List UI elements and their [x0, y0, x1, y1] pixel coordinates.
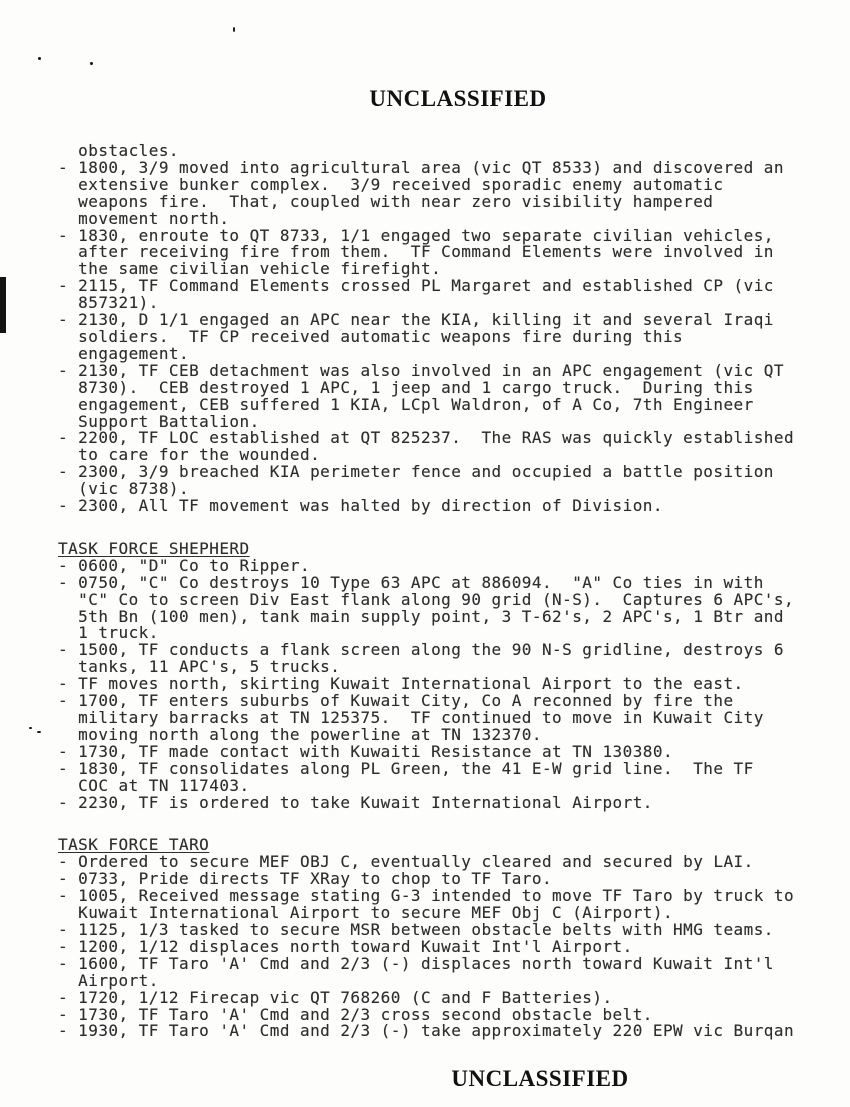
document-line: - 2115, TF Command Elements crossed PL Margaret and established CP (vic: [58, 276, 774, 296]
scan-artifact-speck: [38, 57, 41, 60]
document-line: engagement.: [58, 343, 190, 363]
document-line: - 2130, D 1/1 engaged an APC near the KIA, killing it and several Iraqi: [58, 310, 774, 330]
document-line: after receiving fire from them. TF Command Elements were involved in: [58, 242, 774, 262]
document-line: moving north along the powerline at TN 132370.: [58, 724, 542, 744]
document-line: "C" Co to screen Div East flank along 90 grid (N-S). Captures 6 APC's,: [58, 589, 795, 609]
document-body: [58, 143, 794, 1040]
document-line: - 2200, TF LOC established at QT 825237. The RAS was quickly established: [58, 428, 795, 448]
document-line: - 1720, 1/12 Firecap vic QT 768260 (C and F Batteries).: [58, 987, 613, 1007]
document-line: weapons fire. That, coupled with near zero visibility hampered: [58, 191, 714, 211]
document-line: 1 truck.: [58, 623, 159, 643]
document-line: engagement, CEB suffered 1 KIA, LCpl Waldron, of A Co, 7th Engineer: [58, 394, 754, 414]
scan-artifact-speck: [29, 727, 32, 729]
document-line: - 1930, TF Taro 'A' Cmd and 2/3 (-) take approximately 220 EPW vic Burqan: [58, 1021, 795, 1041]
scan-artifact-speck: [233, 27, 235, 32]
document-line: - 1700, TF enters suburbs of Kuwait City, Co A reconned by fire the: [58, 691, 734, 711]
document-line: - 1500, TF conducts a flank screen along the 90 N-S gridline, destroys 6: [58, 640, 784, 660]
document-line: - 2300, 3/9 breached KIA perimeter fence and occupied a battle position: [58, 462, 774, 482]
document-line: 857321).: [58, 293, 159, 313]
classification-footer-bottom: UNCLASSIFIED: [451, 1066, 629, 1091]
document-line: - 1830, enroute to QT 8733, 1/1 engaged two separate civilian vehicles,: [58, 225, 774, 245]
blank-line: [58, 811, 794, 837]
document-line: 5th Bn (100 men), tank main supply point, 3 T-62's, 2 APC's, 1 Btr and: [58, 606, 784, 626]
document-line: 8730). CEB destroyed 1 APC, 1 jeep and 1 cargo truck. During this: [58, 377, 754, 397]
document-line: COC at TN 117403.: [58, 775, 250, 795]
document-line: - 1125, 1/3 tasked to secure MSR between obstacle belts with HMG teams.: [58, 919, 774, 939]
scan-artifact-left-bar: [0, 277, 6, 333]
document-line: - TF moves north, skirting Kuwait International Airport to the east.: [58, 674, 744, 694]
section-heading: TASK FORCE TARO: [58, 835, 210, 855]
document-line: - 1800, 3/9 moved into agricultural area (vic QT 8533) and discovered an: [58, 157, 784, 177]
document-line: Support Battalion.: [58, 411, 260, 431]
document-line: movement north.: [58, 208, 230, 228]
classification-header-top: UNCLASSIFIED: [369, 86, 547, 111]
document-line: - 1005, Received message stating G-3 intended to move TF Taro by truck to: [58, 886, 795, 906]
document-line: Airport.: [58, 970, 159, 990]
document-line: (vic 8738).: [58, 479, 190, 499]
document-line: - 1730, TF Taro 'A' Cmd and 2/3 cross second obstacle belt.: [58, 1004, 653, 1024]
document-line: tanks, 11 APC's, 5 trucks.: [58, 657, 341, 677]
document-line: - 0733, Pride directs TF XRay to chop to TF Taro.: [58, 869, 553, 889]
document-line: - 1730, TF made contact with Kuwaiti Resistance at TN 130380.: [58, 741, 674, 761]
document-line: - 2130, TF CEB detachment was also involved in an APC engagement (vic QT: [58, 360, 784, 380]
blank-line: [58, 515, 794, 541]
document-line: - 1830, TF consolidates along PL Green, the 41 E-W grid line. The TF: [58, 758, 754, 778]
document-line: - 2300, All TF movement was halted by direction of Division.: [58, 496, 663, 516]
document-line: - 1600, TF Taro 'A' Cmd and 2/3 (-) displaces north toward Kuwait Int'l: [58, 953, 774, 973]
document-line: - 1200, 1/12 displaces north toward Kuwait Int'l Airport.: [58, 936, 633, 956]
document-line: obstacles.: [58, 141, 179, 160]
document-line: soldiers. TF CP received automatic weapons fire during this: [58, 326, 684, 346]
document-line: Kuwait International Airport to secure MEF Obj C (Airport).: [58, 903, 674, 923]
document-line: the same civilian vehicle firefight.: [58, 259, 442, 279]
section-heading: TASK FORCE SHEPHERD: [58, 538, 250, 558]
document-line: to care for the wounded.: [58, 445, 321, 465]
document-line: - 0750, "C" Co destroys 10 Type 63 APC at 886094. "A" Co ties in with: [58, 572, 764, 592]
document-line: extensive bunker complex. 3/9 received sporadic enemy automatic: [58, 174, 724, 194]
document-line: - 2230, TF is ordered to take Kuwait International Airport.: [58, 792, 653, 812]
scan-artifact-speck: [37, 731, 41, 733]
document-line: - 0600, "D" Co to Ripper.: [58, 555, 311, 575]
document-line: - Ordered to secure MEF OBJ C, eventually cleared and secured by LAI.: [58, 852, 754, 872]
scan-artifact-speck: [90, 62, 93, 65]
document-line: military barracks at TN 125375. TF continued to move in Kuwait City: [58, 708, 764, 727]
